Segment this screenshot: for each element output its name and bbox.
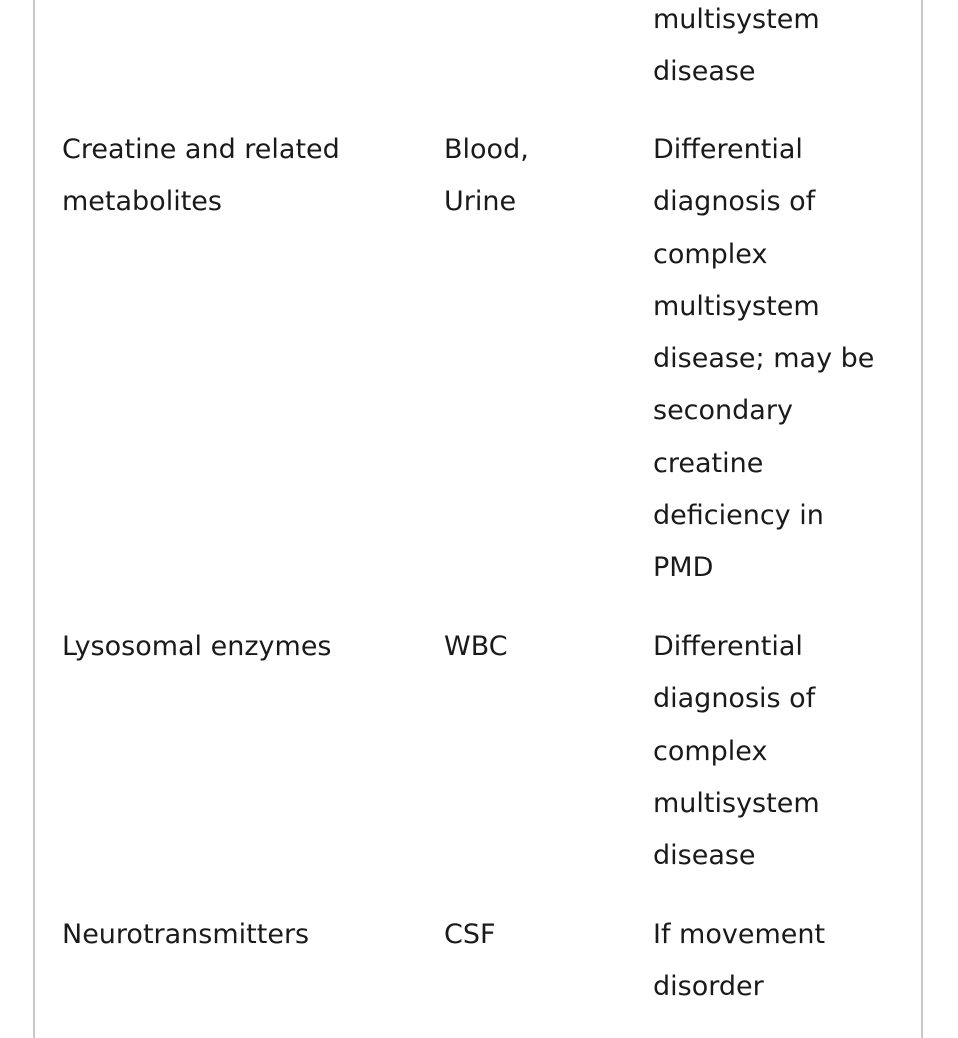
indication-line: PMD: [653, 552, 714, 584]
indication-line: disorder: [653, 971, 764, 1003]
indication-line: multisystem: [653, 787, 820, 819]
indication-line: disease: [653, 56, 756, 88]
indication-line: secondary: [653, 395, 793, 427]
indication-line: complex: [653, 735, 768, 767]
indication-line: Differential: [653, 134, 803, 165]
sample-line: Blood,: [444, 134, 529, 165]
test-cell: [62, 909, 422, 961]
indication-line: multisystem: [653, 290, 820, 322]
test-line: metabolites: [62, 186, 222, 218]
test-line: Neurotransmitters: [62, 919, 310, 950]
indication-line: disease: [653, 840, 756, 872]
test-cell: [62, 621, 422, 673]
indication-line: complex: [653, 238, 768, 270]
indication-cell: [653, 124, 923, 595]
sample-line: CSF: [444, 919, 496, 950]
indication-cell: [653, 0, 923, 99]
indication-line: diagnosis of: [653, 683, 816, 715]
indication-line: creatine: [653, 447, 764, 479]
sample-cell: [444, 124, 624, 229]
test-cell: [62, 124, 422, 229]
sample-cell: [444, 909, 624, 961]
indication-line: multisystem: [653, 4, 820, 35]
indication-cell: [653, 621, 923, 882]
sample-line: Urine: [444, 186, 517, 218]
table-container: [33, 0, 923, 1038]
sample-cell: [444, 621, 624, 673]
test-line: Lysosomal enzymes: [62, 631, 332, 662]
indication-line: If movement: [653, 919, 826, 950]
test-line: Creatine and related: [62, 134, 340, 165]
indication-line: Differential: [653, 631, 803, 662]
indication-cell: [653, 909, 923, 1014]
indication-line: diagnosis of: [653, 186, 816, 218]
indication-line: deficiency in: [653, 500, 824, 532]
indication-line: disease; may be: [653, 343, 875, 375]
sample-line: WBC: [444, 631, 508, 662]
